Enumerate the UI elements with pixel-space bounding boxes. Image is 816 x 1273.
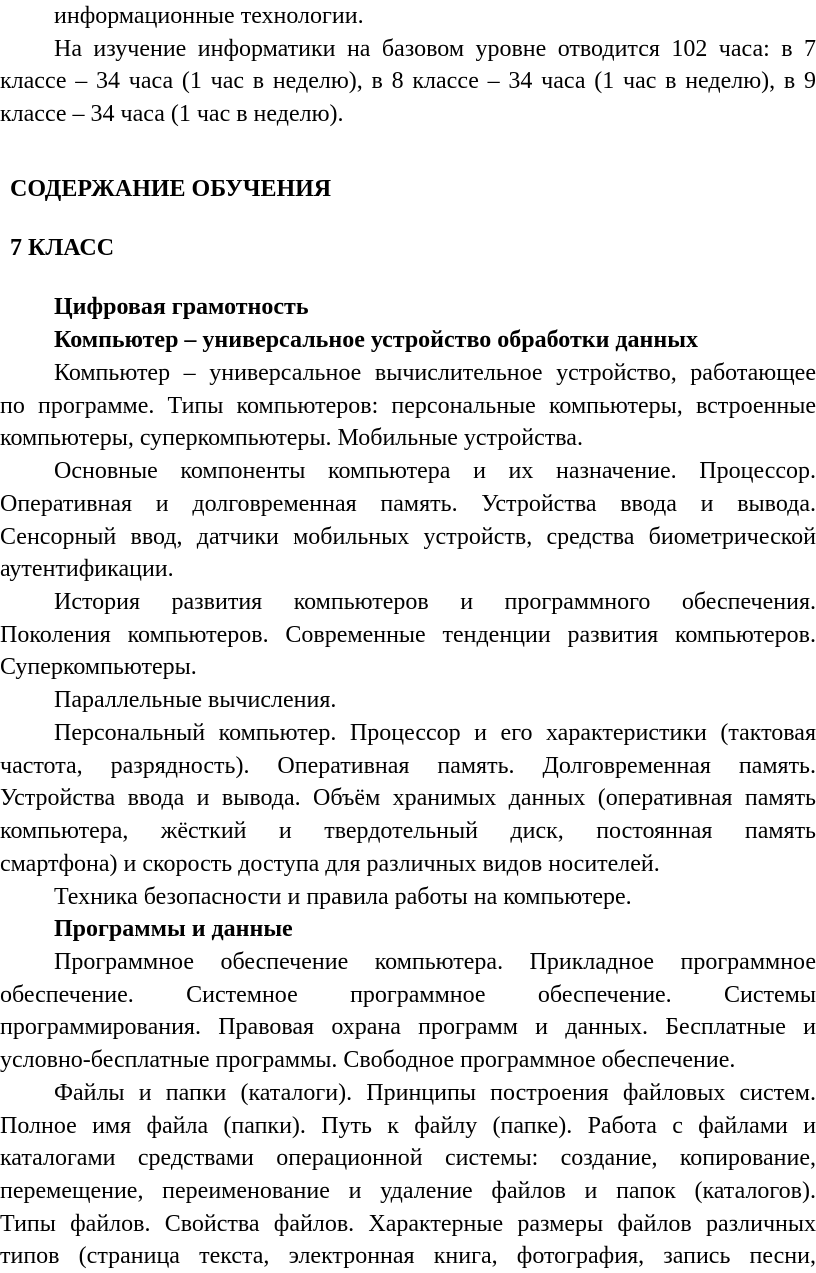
text-line: На изучение информатики на базовом уровне отводится 102 часа: в 7 — [54, 36, 816, 62]
topic-heading: Программы и данные — [54, 916, 293, 942]
text-line: Устройства ввода и вывода. Объём хранимых данных (оперативная память — [0, 785, 816, 811]
text-line: Типы файлов. Свойства файлов. Характерные размеры файлов различных — [0, 1211, 816, 1237]
text-line: программирования. Правовая охрана программ и данных. Бесплатные и — [0, 1014, 816, 1040]
text-line: Сенсорный ввод, датчики мобильных устройств, средства биометрической — [0, 524, 816, 550]
text-line: Персональный компьютер. Процессор и его характеристики (тактовая — [54, 720, 816, 746]
text-line: Компьютер – универсальное вычислительное устройство, работающее — [54, 360, 816, 386]
section-heading: СОДЕРЖАНИЕ ОБУЧЕНИЯ — [10, 176, 332, 202]
text-line: Программное обеспечение компьютера. Прикладное программное — [54, 949, 816, 975]
text-line: компьютера, жёсткий и твердотельный диск, постоянная память — [0, 818, 816, 844]
text-line: Полное имя файла (папки). Путь к файлу (папке). Работа с файлами и — [0, 1113, 816, 1139]
text-line: частота, разрядность). Оперативная память. Долговременная память. — [0, 753, 816, 779]
subsection-heading: Цифровая грамотность — [54, 294, 309, 320]
text-line: Основные компоненты компьютера и их назначение. Процессор. — [54, 458, 816, 484]
text-line: классе – 34 часа (1 час в неделю). — [0, 101, 344, 127]
text-line: аутентификации. — [0, 556, 174, 582]
text-line: смартфона) и скорость доступа для различных видов носителей. — [0, 851, 660, 877]
text-line: классе – 34 часа (1 час в неделю), в 8 классе – 34 часа (1 час в неделю), в 9 — [0, 68, 816, 94]
text-line: Суперкомпьютеры. — [0, 654, 197, 680]
text-line: Оперативная и долговременная память. Устройства ввода и вывода. — [0, 491, 816, 517]
text-line: типов (страница текста, электронная книга, фотография, запись песни, — [0, 1243, 816, 1269]
text-line: компьютеры, суперкомпьютеры. Мобильные устройства. — [0, 425, 583, 451]
text-line: каталогами средствами операционной системы: создание, копирование, — [0, 1145, 816, 1171]
text-line: по программе. Типы компьютеров: персональные компьютеры, встроенные — [0, 393, 816, 419]
text-line: условно-бесплатные программы. Свободное программное обеспечение. — [0, 1047, 736, 1073]
text-line: информационные технологии. — [54, 3, 364, 29]
text-line: Поколения компьютеров. Современные тенденции развития компьютеров. — [0, 622, 816, 648]
text-line: Техника безопасности и правила работы на компьютере. — [54, 884, 632, 910]
text-line: Параллельные вычисления. — [54, 687, 337, 713]
text-line: перемещение, переименование и удаление файлов и папок (каталогов). — [0, 1178, 816, 1204]
text-line: История развития компьютеров и программного обеспечения. — [54, 589, 816, 615]
text-line: Файлы и папки (каталоги). Принципы построения файловых систем. — [54, 1080, 816, 1106]
topic-heading: Компьютер – универсальное устройство обработки данных — [54, 327, 698, 353]
class-heading: 7 КЛАСС — [10, 235, 115, 261]
text-line: обеспечение. Системное программное обеспечение. Системы — [0, 982, 816, 1008]
